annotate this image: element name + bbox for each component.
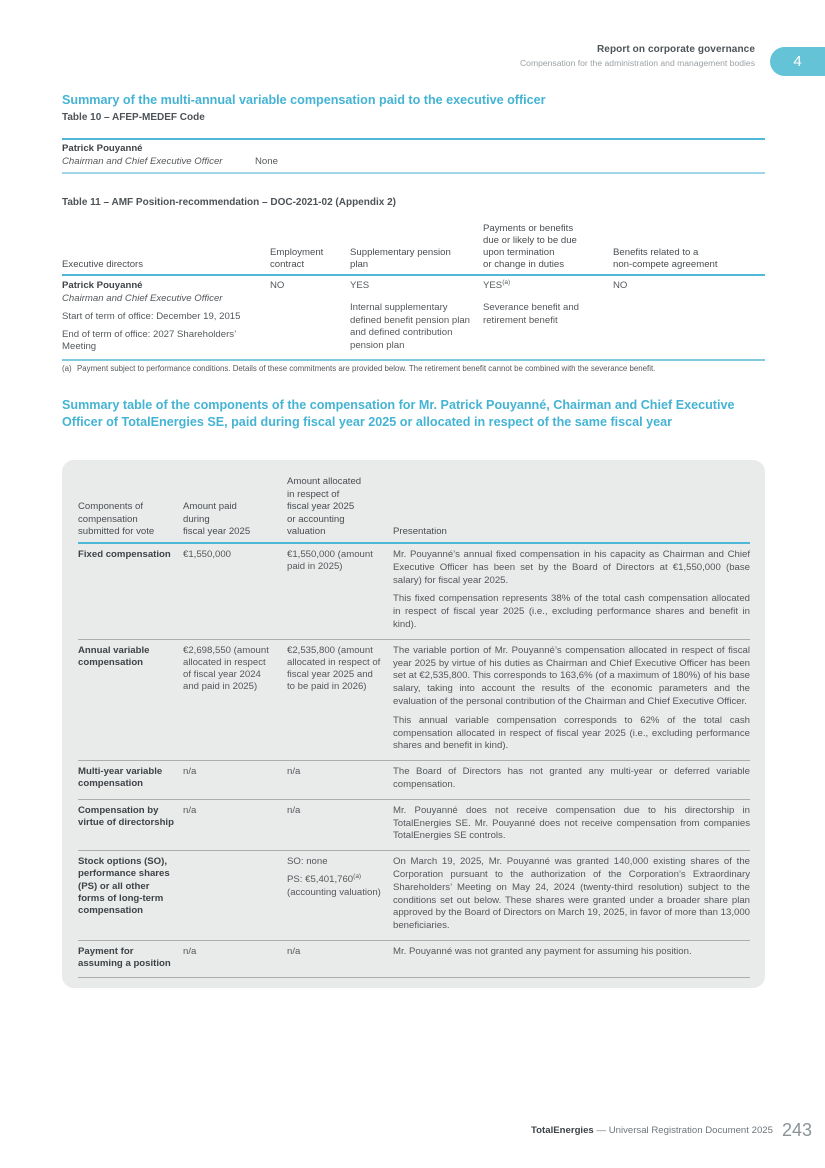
footer-text: TotalEnergies — Universal Registration Document 2025 xyxy=(531,1125,773,1136)
component-label: Stock options (SO), performance shares (PS) or all other forms of long-term compensation xyxy=(78,856,170,916)
amount-allocated-cell: SO: none PS: €5,401,760$^{(a)}$ (accounting valuation) xyxy=(287,856,381,898)
presentation-cell: Mr. Pouyanné was not granted any payment for assuming his position. xyxy=(393,945,692,957)
table10-value: None xyxy=(255,156,278,167)
pension-plan-cell xyxy=(350,280,483,353)
section1-heading: Summary of the multi-annual variable compensation paid to the executive officer xyxy=(62,93,546,107)
termination-flag: YES$^{(a)}$ xyxy=(483,278,511,291)
table11 xyxy=(62,220,765,361)
compensation-row xyxy=(78,544,750,640)
page-header xyxy=(520,44,755,68)
amount-paid-cell: n/a xyxy=(183,945,197,957)
presentation-cell: The variable portion of Mr. Pouyanné’s compensation allocated in respect of fiscal year 2025 by virtue of his duties as Chairman and Chief Executive Officer has been set at €2,535,800. This corresponds to 163,6% (of a maximum of 180%) of his base salary, taking into account the results of the economic parameters and the evaluation of the personal contribution of the Chairman and Chief Executive Officer. This annual variable compensation corresponds to 62% of the total cash compensation allocated in respect of fiscal year 2025 (i.e., excluding performance shares and benefit in kind). xyxy=(393,644,750,752)
amount-paid-cell: n/a xyxy=(183,766,197,778)
table10-caption: Table 10 – AFEP-MEDEF Code xyxy=(62,112,205,123)
col-header-non-compete: Benefits related to a non-compete agreement xyxy=(613,247,718,270)
compensation-row xyxy=(78,851,750,941)
amount-allocated-cell: €1,550,000 (amount paid in 2025) xyxy=(287,549,373,573)
col-header-supplementary-pension-plan: Supplementary pension plan xyxy=(350,247,451,270)
pension-detail: Internal supplementary defined benefit pension plan and defined contribution pension plan xyxy=(350,302,471,351)
col-header-components: Components of compensation submitted for vote xyxy=(78,501,155,538)
footnote-marker: (a) xyxy=(353,873,362,881)
compensation-summary-box xyxy=(62,460,765,988)
chapter-number-badge: 4 xyxy=(770,47,825,76)
presentation-cell: Mr. Pouyanné does not receive compensation due to his directorship in TotalEnergies SE. Mr. Pouyanné does not receive compensation from companies TotalEnergies SE controls. xyxy=(393,804,750,842)
table11-data-row xyxy=(62,276,765,361)
footnote-mark: (a) xyxy=(62,364,72,373)
amount-paid-cell: €1,550,000 xyxy=(183,549,232,560)
table11-caption: Table 11 – AMF Position-recommendation – DOC-2021-02 (Appendix 2) xyxy=(62,197,396,208)
person-role: Chairman and Chief Executive Officer xyxy=(62,156,223,167)
amount-allocated-cell: n/a xyxy=(287,945,301,957)
presentation-cell: The Board of Directors has not granted any multi-year or deferred variable compensation. xyxy=(393,766,750,790)
employment-contract-cell: NO xyxy=(270,280,285,291)
page-number: 243 xyxy=(781,1120,812,1140)
table11-footnote xyxy=(62,364,765,373)
amount-paid-cell: €2,698,550 (amount allocated in respect of fiscal year 2024 and paid in 2025) xyxy=(183,644,269,693)
page-header-subtitle: Compensation for the administration and management bodies xyxy=(519,58,755,68)
termination-cell xyxy=(483,280,613,353)
footnote-text: Payment subject to performance conditions. Details of these commitments are provided below. The retirement benefit cannot be combined with the severance benefit. xyxy=(77,364,656,373)
compensation-table-body xyxy=(78,544,750,978)
footnote-marker: (a) xyxy=(502,278,511,286)
component-label: Payment for assuming a position xyxy=(78,945,171,970)
amount-allocated-cell: n/a xyxy=(287,804,301,816)
non-compete-cell: NO xyxy=(613,280,628,291)
component-label: Compensation by virtue of directorship xyxy=(78,804,174,828)
term-start: Start of term of office: December 19, 2015 xyxy=(62,311,241,322)
component-label: Fixed compensation xyxy=(78,549,171,560)
pension-flag: YES xyxy=(350,280,370,291)
term-end: End of term of office: 2027 Shareholders’ Meeting xyxy=(62,329,236,352)
col-header-amount-paid: Amount paid during fiscal year 2025 xyxy=(183,501,251,538)
footer-brand: TotalEnergies xyxy=(531,1125,594,1136)
table11-header-row xyxy=(62,220,765,276)
page-footer xyxy=(531,1120,812,1141)
compensation-table-header-row xyxy=(78,470,750,544)
termination-detail: Severance benefit and retirement benefit xyxy=(483,302,580,326)
col-header-executive-directors: Executive directors xyxy=(62,259,144,270)
section2-heading: Summary table of the components of the compensation for Mr. Patrick Pouyanné, Chairman and Chief Executive Officer of TotalEnergies SE, paid during fiscal year 2025 or allocated in respect of the same fiscal year xyxy=(62,398,735,429)
table10 xyxy=(62,138,765,174)
executive-director-cell xyxy=(62,280,270,353)
table10-person xyxy=(62,143,255,168)
compensation-row xyxy=(78,941,750,978)
compensation-row xyxy=(78,640,750,761)
person-name: Patrick Pouyanné xyxy=(62,143,143,154)
amount-paid-cell: n/a xyxy=(183,804,197,816)
presentation-cell: Mr. Pouyanné’s annual fixed compensation in his capacity as Chairman and Chief Executive Officer has been set by the Board of Directors at €1,550,000 (base salary) for fiscal year 2025. This fixed compensation represents 38% of the total cash compensation allocated in respect of fiscal year 2025 (i.e., excluding performance shares and benefit in kind). xyxy=(393,549,750,630)
person-name: Patrick Pouyanné xyxy=(62,280,143,291)
person-role: Chairman and Chief Executive Officer xyxy=(62,293,223,304)
col-header-amount-allocated: Amount allocated in respect of fiscal year 2025 or accounting valuation xyxy=(287,476,362,538)
compensation-row xyxy=(78,761,750,800)
page-header-title: Report on corporate governance xyxy=(596,44,755,55)
col-header-termination-payments: Payments or benefits due or likely to be due upon termination or change in duties xyxy=(483,223,577,270)
component-label: Multi-year variable compensation xyxy=(78,766,163,790)
amount-allocated-cell: n/a xyxy=(287,766,301,778)
component-label: Annual variable compensation xyxy=(78,644,150,668)
compensation-row xyxy=(78,800,750,851)
amount-allocated-cell: €2,535,800 (amount allocated in respect of fiscal year 2025 and to be paid in 2026) xyxy=(287,644,381,693)
col-header-presentation: Presentation xyxy=(393,526,447,538)
presentation-cell: On March 19, 2025, Mr. Pouyanné was granted 140,000 existing shares of the Corporation pursuant to the authorization of the Corporation’s Extraordinary Shareholders’ Meeting on May 24, 2024 (twenty-third resolution) subject to the conditions set out below. These shares were granted under a broader share plan approved by the Board of Directors on March 19, 2025, in favor of more than 13,000 beneficiaries. xyxy=(393,856,750,932)
col-header-employment-contract: Employment contract xyxy=(270,247,324,270)
amount-paid-cell xyxy=(183,856,287,933)
